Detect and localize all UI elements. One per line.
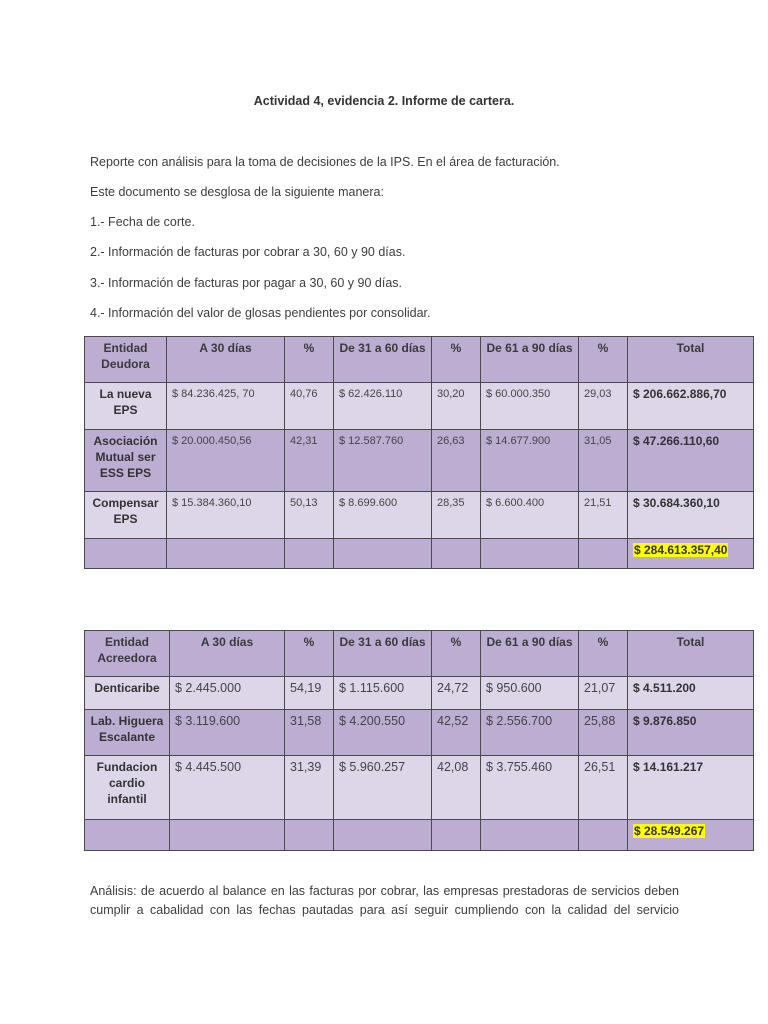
column-header: Entidad Acreedora bbox=[85, 631, 170, 677]
grand-total-cell bbox=[628, 820, 754, 851]
column-header: % bbox=[432, 631, 481, 677]
column-header: A 30 días bbox=[170, 631, 285, 677]
table-cell: $ 950.600 bbox=[481, 677, 579, 710]
column-header: % bbox=[285, 631, 334, 677]
table-cell: $ 62.426.110 bbox=[334, 383, 432, 430]
list-item-3: 3.- Información de facturas por pagar a 30, 60 y 90 días. bbox=[90, 276, 402, 290]
entity-name: Asociación Mutual ser ESS EPS bbox=[85, 430, 167, 492]
table-header-row bbox=[85, 337, 754, 383]
receivables-table bbox=[84, 336, 754, 569]
table-cell: $ 12.587.760 bbox=[334, 430, 432, 492]
table-cell: $ 1.115.600 bbox=[334, 677, 432, 710]
table-cell: $ 2.556.700 bbox=[481, 710, 579, 756]
row-total: $ 206.662.886,70 bbox=[628, 383, 754, 430]
row-total: $ 47.266.110,60 bbox=[628, 430, 754, 492]
column-header: Total bbox=[628, 337, 754, 383]
table-cell: 31,39 bbox=[285, 756, 334, 820]
entity-name: Denticaribe bbox=[85, 677, 170, 710]
table-row bbox=[85, 677, 754, 710]
row-total: $ 30.684.360,10 bbox=[628, 492, 754, 539]
table-cell: $ 5.960.257 bbox=[334, 756, 432, 820]
grand-total-cell bbox=[628, 539, 754, 569]
table-cell: 26,63 bbox=[432, 430, 481, 492]
column-header: Entidad Deudora bbox=[85, 337, 167, 383]
list-item-1: 1.- Fecha de corte. bbox=[90, 215, 195, 229]
grand-total-value: $ 284.613.357,40 bbox=[634, 543, 728, 557]
grand-total-value: $ 28.549.267 bbox=[634, 824, 705, 838]
table-row bbox=[85, 756, 754, 820]
intro-paragraph: Reporte con análisis para la toma de decisiones de la IPS. En el área de facturación. bbox=[90, 155, 560, 169]
table-cell: 29,03 bbox=[579, 383, 628, 430]
table-cell: 25,88 bbox=[579, 710, 628, 756]
table-cell: $ 14.677.900 bbox=[481, 430, 579, 492]
table-cell: 21,51 bbox=[579, 492, 628, 539]
document-title: Actividad 4, evidencia 2. Informe de cartera. bbox=[253, 94, 515, 108]
table-cell: 42,52 bbox=[432, 710, 481, 756]
column-header: De 31 a 60 días bbox=[334, 337, 432, 383]
entity-name: Fundacion cardio infantil bbox=[85, 756, 170, 820]
column-header: % bbox=[579, 631, 628, 677]
row-total: $ 4.511.200 bbox=[628, 677, 754, 710]
table-cell: 31,58 bbox=[285, 710, 334, 756]
grand-total-row bbox=[85, 820, 754, 851]
table-cell: 54,19 bbox=[285, 677, 334, 710]
table-cell: $ 60.000.350 bbox=[481, 383, 579, 430]
table-row bbox=[85, 430, 754, 492]
table-row bbox=[85, 492, 754, 539]
table-cell: 26,51 bbox=[579, 756, 628, 820]
table-cell: 42,08 bbox=[432, 756, 481, 820]
table-cell: $ 15.384.360,10 bbox=[167, 492, 285, 539]
column-header: % bbox=[579, 337, 628, 383]
table-cell: $ 20.000.450,56 bbox=[167, 430, 285, 492]
row-total: $ 9.876.850 bbox=[628, 710, 754, 756]
table-cell: 30,20 bbox=[432, 383, 481, 430]
column-header: % bbox=[432, 337, 481, 383]
column-header: De 61 a 90 días bbox=[481, 337, 579, 383]
entity-name: La nueva EPS bbox=[85, 383, 167, 430]
table-cell: $ 2.445.000 bbox=[170, 677, 285, 710]
column-header: % bbox=[285, 337, 334, 383]
table-cell: 42,31 bbox=[285, 430, 334, 492]
table-cell: $ 4.445.500 bbox=[170, 756, 285, 820]
list-item-4: 4.- Información del valor de glosas pendientes por consolidar. bbox=[90, 306, 431, 320]
table-cell: 40,76 bbox=[285, 383, 334, 430]
table-header-row bbox=[85, 631, 754, 677]
column-header: Total bbox=[628, 631, 754, 677]
grand-total-row bbox=[85, 539, 754, 569]
row-total: $ 14.161.217 bbox=[628, 756, 754, 820]
column-header: De 31 a 60 días bbox=[334, 631, 432, 677]
table-cell: 21,07 bbox=[579, 677, 628, 710]
table-cell: $ 6.600.400 bbox=[481, 492, 579, 539]
structure-paragraph: Este documento se desglosa de la siguiente manera: bbox=[90, 185, 384, 199]
table-cell: 31,05 bbox=[579, 430, 628, 492]
table-cell: $ 8.699.600 bbox=[334, 492, 432, 539]
entity-name: Compensar EPS bbox=[85, 492, 167, 539]
table-cell: $ 4.200.550 bbox=[334, 710, 432, 756]
list-item-2: 2.- Información de facturas por cobrar a 30, 60 y 90 días. bbox=[90, 245, 406, 259]
table-cell: $ 3.755.460 bbox=[481, 756, 579, 820]
table-cell: 50,13 bbox=[285, 492, 334, 539]
table-cell: $ 84.236.425, 70 bbox=[167, 383, 285, 430]
table-cell: 28,35 bbox=[432, 492, 481, 539]
column-header: A 30 días bbox=[167, 337, 285, 383]
table-row bbox=[85, 383, 754, 430]
column-header: De 61 a 90 días bbox=[481, 631, 579, 677]
analysis-paragraph: Análisis: de acuerdo al balance en las facturas por cobrar, las empresas prestadoras de servicios deben cumplir a cabalidad con las fechas pautadas para así seguir cumpliendo con la calidad del servicio bbox=[90, 884, 679, 917]
entity-name: Lab. Higuera Escalante bbox=[85, 710, 170, 756]
table-cell: 24,72 bbox=[432, 677, 481, 710]
table-row bbox=[85, 710, 754, 756]
payables-table bbox=[84, 630, 754, 851]
table-cell: $ 3.119.600 bbox=[170, 710, 285, 756]
